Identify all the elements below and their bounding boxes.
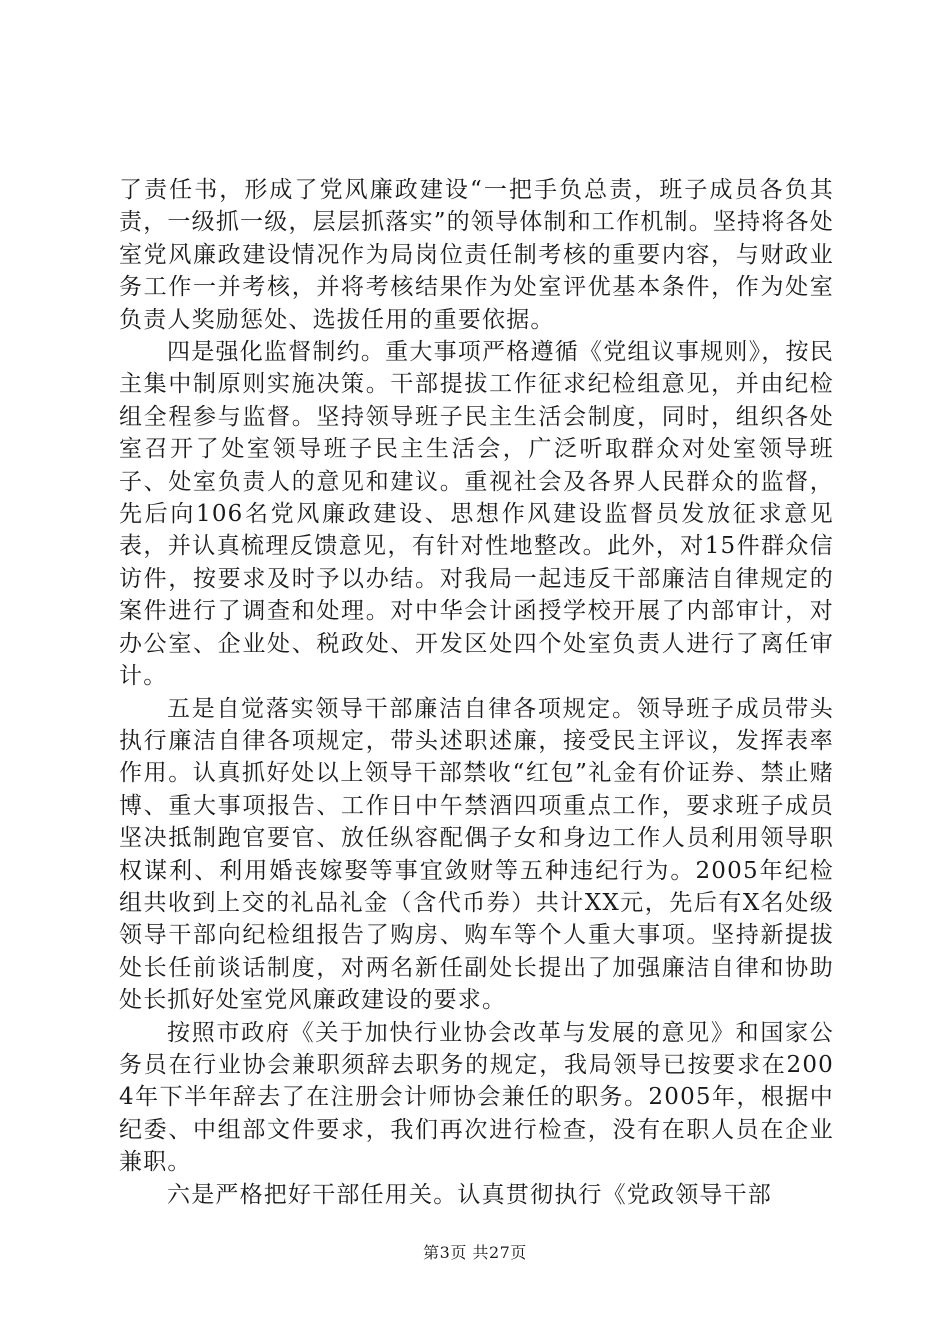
page-number-footer: 第3页 共27页	[423, 1243, 527, 1262]
paragraph-supervision: 四是强化监督制约。重大事项严格遵循《党组议事规则》，按民主集中制原则实施决策。干部提拔工作征求纪检组意见，并由纪检组全程参与监督。坚持领导班子民主生活会制度，同时，组织各处室召开了处室领导班子民主生活会，广泛听取群众对处室领导班子、处室负责人的意见和建议。重视社会及各界人民群众的监督，先后向106名党风廉政建设、思想作风建设监督员发放征求意见表，并认真梳理反馈意见，有针对性地整改。此外，对15件群众信访件，按要求及时予以办结。对我局一起违反干部廉洁自律规定的案件进行了调查和处理。对中华会计函授学校开展了内部审计，对办公室、企业处、税政处、开发区处四个处室负责人进行了离任审计。	[119, 339, 834, 690]
paragraph-responsibility-system: 了责任书，形成了党风廉政建设“一把手负总责，班子成员各负其责，一级抓一级，层层抓落实”的领导体制和工作机制。坚持将各处室党风廉政建设情况作为局岗位责任制考核的重要内容，与财政业务工作一并考核，并将考核结果作为处室评优基本条件，作为处室负责人奖励惩处、选拔任用的重要依据。	[119, 177, 834, 333]
paragraph-industry-association: 按照市政府《关于加快行业协会改革与发展的意见》和国家公务员在行业协会兼职须辞去职务的规定，我局领导已按要求在2004年下半年辞去了在注册会计师协会兼任的职务。2005年，根据中纪委、中组部文件要求，我们再次进行检查，没有在职人员在企业兼职。	[119, 1019, 834, 1176]
document-body	[119, 174, 834, 1211]
paragraph-cadre-appointment: 六是严格把好干部任用关。认真贯彻执行《党政领导干部	[167, 1181, 772, 1208]
paragraph-self-discipline: 五是自觉落实领导干部廉洁自律各项规定。领导班子成员带头执行廉洁自律各项规定，带头述职述廉，接受民主评议，发挥表率作用。认真抓好处以上领导干部禁收“红包”礼金有价证券、禁止赌博、重大事项报告、工作日中午禁酒四项重点工作，要求班子成员坚决抵制跑官要官、放任纵容配偶子女和身边工作人员利用领导职权谋利、利用婚丧嫁娶等事宜敛财等五种违纪行为。2005年纪检组共收到上交的礼品礼金（含代币券）共计XX元，先后有X名处级领导干部向纪检组报告了购房、购车等个人重大事项。坚持新提拔处长任前谈话制度，对两名新任副处长提出了加强廉洁自律和协助处长抓好处室党风廉政建设的要求。	[119, 695, 834, 1014]
